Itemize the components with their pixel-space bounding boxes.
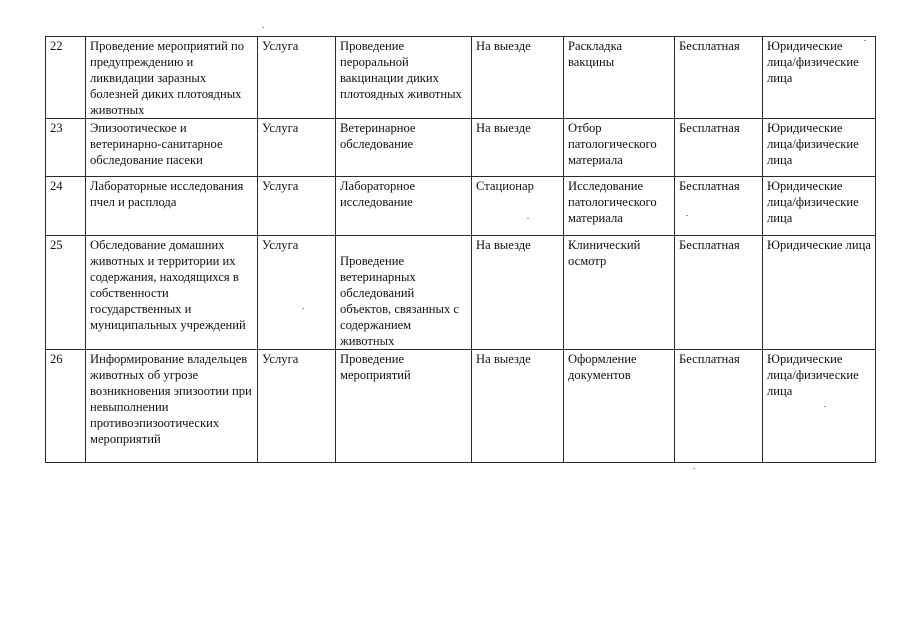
table-row [46,177,876,236]
service-payment: Бесплатная [675,177,763,236]
table-row [46,350,876,463]
scan-speck [527,218,529,219]
scan-speck [693,468,695,469]
service-recipient: Юридические лица [763,236,876,350]
service-recipient: Юридические лица/физические лица [763,177,876,236]
scan-speck [686,215,688,216]
service-payment: Бесплатная [675,350,763,463]
service-place: Стационар [472,177,564,236]
service-payment: Бесплатная [675,37,763,119]
scan-speck [262,27,264,28]
service-name: Проведение мероприятий по предупреждению и ликвидации заразных болезней диких плотоядных животных [86,37,258,119]
service-result: Отбор патологического материала [564,119,675,177]
service-action: Ветеринарное обследование [336,119,472,177]
row-number: 24 [46,177,86,236]
service-type: Услуга [258,177,336,236]
service-payment: Бесплатная [675,119,763,177]
service-type: Услуга [258,37,336,119]
row-number: 26 [46,350,86,463]
service-name: Лабораторные исследования пчел и расплода [86,177,258,236]
service-recipient: Юридические лица/физические лица [763,37,876,119]
service-action-cell [336,236,472,350]
service-name: Информирование владельцев животных об угрозе возникновения эпизоотии при невыполнении противоэпизоотических мероприятий [86,350,258,463]
service-type: Услуга [258,350,336,463]
service-result: Клинический осмотр [564,236,675,350]
scan-speck [302,308,304,309]
row-number: 23 [46,119,86,177]
service-name: Эпизоотическое и ветеринарно-санитарное обследование пасеки [86,119,258,177]
row-number: 25 [46,236,86,350]
row-number: 22 [46,37,86,119]
table-row [46,119,876,177]
service-recipient: Юридические лица/физические лица [763,119,876,177]
service-recipient: Юридические лица/физические лица [763,350,876,463]
service-action: Проведение пероральной вакцинации диких плотоядных животных [336,37,472,119]
service-result: Исследование патологического материала [564,177,675,236]
table-row [46,37,876,119]
service-place: На выезде [472,350,564,463]
service-place: На выезде [472,37,564,119]
service-result: Оформление документов [564,350,675,463]
scan-speck [824,406,826,407]
services-table [45,36,876,463]
table-row [46,236,876,350]
service-action: Проведение ветеринарных обследований объектов, связанных с содержанием животных [340,254,460,348]
service-name: Обследование домашних животных и территории их содержания, находящихся в собственности государственных и муниципальных учреждений [86,236,258,350]
service-type: Услуга [258,119,336,177]
service-type: Услуга [258,236,336,350]
service-place: На выезде [472,236,564,350]
service-action: Проведение мероприятий [336,350,472,463]
service-result: Раскладка вакцины [564,37,675,119]
service-action: Лабораторное исследование [336,177,472,236]
service-payment: Бесплатная [675,236,763,350]
service-place: На выезде [472,119,564,177]
scan-speck [864,40,866,41]
